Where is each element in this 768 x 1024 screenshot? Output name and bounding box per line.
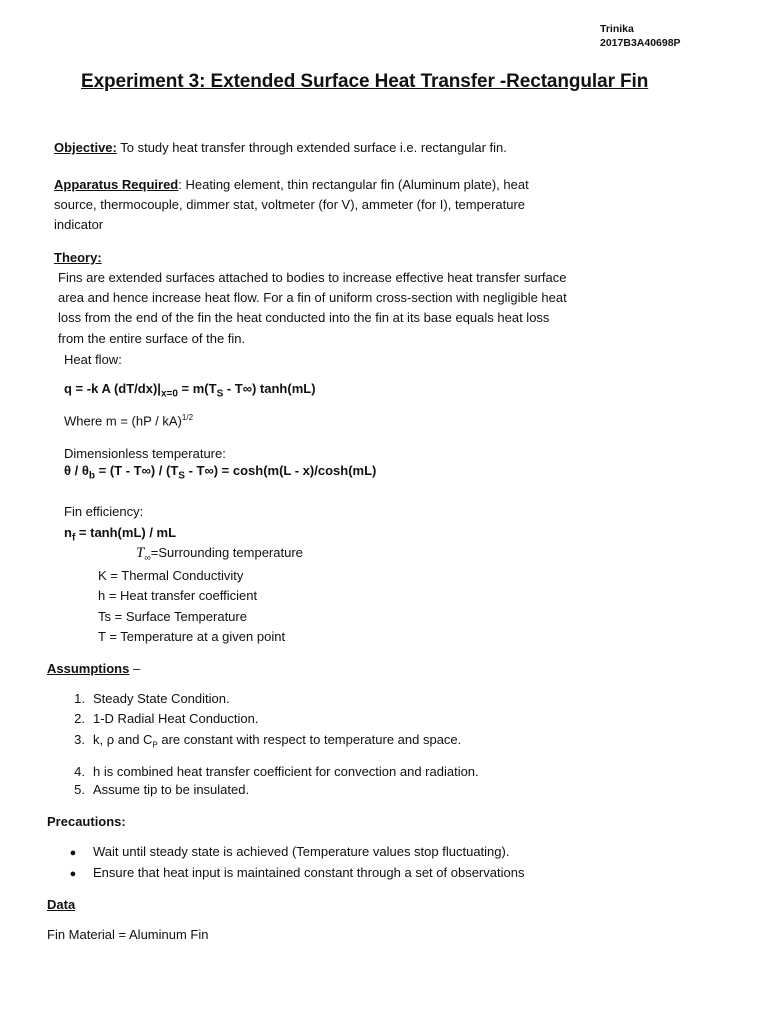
apparatus-line-2: source, thermocouple, dimmer stat, voltmeter (for V), ammeter (for I), temperature	[54, 197, 526, 212]
apparatus-label: Apparatus Required	[54, 177, 179, 192]
where-m-equation: Where m = (hP / kA)$^{1/2}$	[64, 413, 194, 429]
assumption-item-5: 5. Assume tip to be insulated.	[74, 782, 250, 797]
apparatus-line-3: indicator	[54, 217, 104, 232]
student-id: 2017B3A40698P	[600, 37, 681, 49]
assumption-item-1: 1. Steady State Condition.	[74, 691, 230, 706]
theory-line-3: loss from the end of the fin the heat conducted into the fin at its base equals heat loss	[58, 310, 550, 325]
objective-line	[54, 138, 507, 159]
definition-t-infinity: $T_\infty=Surrounding$ temperature	[136, 545, 303, 563]
fin-efficiency-equation: $n_f = \tanh(mL)$ / mL	[64, 525, 177, 544]
bullet-icon: ●	[69, 868, 77, 880]
author-name: Trinika	[600, 23, 634, 35]
heat-flow-equation: q = -k A $(dT/dx)|_{x=0} = m(T_S - T\infty)$ tanh(mL)	[64, 381, 316, 400]
definition-h: h = Heat transfer coefficient	[98, 588, 258, 603]
assumptions-heading: Assumptions –	[47, 661, 141, 676]
assumption-item-3: 3. k, ρ and $C_P$ are constant with respect to temperature and space.	[74, 732, 462, 750]
assumption-item-2: 2. 1-D Radial Heat Conduction.	[74, 711, 259, 726]
apparatus-line-1: Apparatus Required: Heating element, thin rectangular fin (Aluminum plate), heat	[54, 177, 529, 192]
precaution-item-2: ● Ensure that heat input is maintained constant through a set of observations	[61, 863, 524, 885]
definition-t: T = Temperature at a given point	[98, 629, 286, 644]
objective-label: Objective:	[54, 140, 117, 155]
definition-ts: Ts = Surface Temperature	[98, 609, 247, 624]
precautions-heading: Precautions:	[47, 814, 126, 829]
fin-material: Fin Material = Aluminum Fin	[47, 927, 209, 942]
objective-text: To study heat transfer through extended surface i.e. rectangular fin.	[116, 140, 507, 155]
theory-label: Theory:	[54, 250, 102, 265]
definition-k: K = Thermal Conductivity	[98, 568, 244, 583]
assumption-item-4: 4. h is combined heat transfer coefficient for convection and radiation.	[74, 764, 479, 779]
fin-efficiency-label: Fin efficiency:	[64, 504, 144, 519]
data-heading: Data	[47, 897, 76, 912]
dimensionless-equation: $\theta / \theta_b = (T - T\infty) / (T_S - T\infty) = \cosh(m(L - x)/\cosh(mL)$	[64, 463, 377, 482]
theory-line-1: Fins are extended surfaces attached to bodies to increase effective heat transfer surface	[58, 270, 567, 285]
bullet-icon: ●	[69, 847, 77, 859]
theory-line-2: area and hence increase heat flow. For a fin of uniform cross-section with negligible heat	[58, 290, 567, 305]
dimensionless-label: Dimensionless temperature:	[64, 446, 226, 461]
theory-line-4: from the entire surface of the fin.	[58, 331, 246, 346]
precaution-item-1: ● Wait until steady state is achieved (Temperature values stop fluctuating).	[61, 842, 509, 864]
heat-flow-label: Heat flow:	[64, 352, 122, 367]
page-title: Experiment 3: Extended Surface Heat Transfer -Rectangular Fin	[81, 71, 649, 92]
